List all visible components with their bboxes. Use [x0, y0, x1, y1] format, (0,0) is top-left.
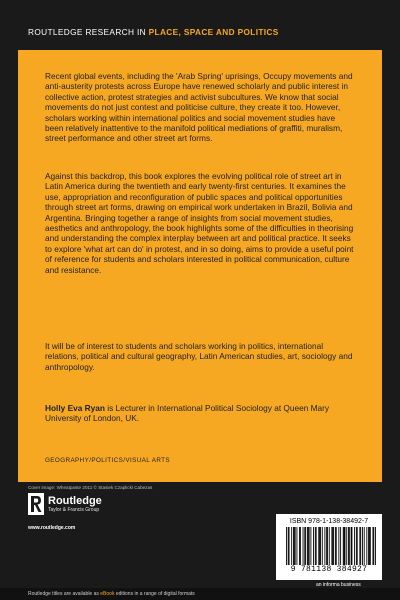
barcode-bar: [304, 527, 305, 565]
barcode-bar: [327, 527, 328, 565]
barcode-bar: [308, 527, 309, 565]
author-bio: [45, 403, 355, 424]
barcode-bar: [356, 527, 357, 565]
barcode-bar: [329, 527, 330, 565]
barcode-bar: [309, 527, 310, 565]
cover-image-credit: Cover image: Wheatpaste 2011 © Stasiek Czaplicki Cabezas: [28, 485, 153, 490]
publisher-block: [28, 493, 148, 533]
barcode-bar: [322, 527, 323, 565]
barcode-bar: [340, 527, 341, 565]
barcode-bar: [303, 527, 304, 565]
series-header: [0, 0, 400, 50]
barcode-bar: [331, 527, 332, 565]
informa-tagline: an informa business: [316, 582, 361, 588]
barcode-bar: [316, 527, 317, 565]
barcode-bar: [357, 527, 358, 565]
barcode-bar: [300, 527, 301, 565]
barcode-bar: [320, 527, 321, 565]
barcode-bar: [307, 527, 308, 565]
ebook-availability-note: [28, 591, 195, 597]
barcode-bar: [335, 527, 336, 565]
blurb-paragraph-3: It will be of interest to students and scholars working in politics, international relations, political and cultural geography, Latin American studies, art, sociology and anthropology.: [45, 341, 353, 372]
subject-categories: GEOGRAPHY/POLITICS/VISUAL ARTS: [45, 457, 171, 464]
blurb-paragraph-1: Recent global events, including the 'Arab Spring' uprisings, Occupy movements and anti-austerity protests across Europe have renewed scholarly and public interest in collective action, protest strategies and activist subcultures. We know that social movements do not just contest and politicise culture, they create it too. However, scholars working within international politics and social movement studies have been relatively inattentive to the manifold political mediations of graffiti, muralism, street performance and other street art forms.: [45, 71, 353, 144]
barcode-bar: [366, 527, 367, 565]
barcode-bar: [296, 527, 297, 565]
barcode-bar: [369, 527, 370, 565]
publisher-name: Routledge: [48, 495, 102, 507]
footer-suffix: editions in a range of digital formats: [114, 591, 195, 597]
barcode-bar: [351, 527, 352, 565]
barcode-bar: [313, 527, 314, 565]
barcode-bar: [346, 527, 347, 565]
barcode-bar: [344, 527, 345, 565]
series-connector: AND: [213, 27, 238, 37]
barcode-bar: [352, 527, 353, 565]
isbn-barcode-box: [276, 514, 382, 580]
footer-ebook: eBook: [100, 591, 115, 597]
barcode-bar: [364, 527, 365, 565]
barcode-bar: [359, 527, 360, 565]
publisher-group: Taylor & Francis Group: [48, 507, 100, 513]
barcode-bar: [295, 527, 296, 565]
barcode: [286, 527, 376, 565]
barcode-bar: [324, 527, 325, 565]
series-highlight-place-space: PLACE, SPACE: [148, 27, 214, 37]
barcode-bar: [305, 527, 306, 565]
barcode-bar: [319, 527, 320, 565]
blurb-panel: [18, 50, 382, 482]
barcode-bar: [362, 527, 363, 565]
barcode-bar: [349, 527, 350, 565]
barcode-bar: [326, 527, 327, 565]
barcode-bar: [291, 527, 292, 565]
barcode-bar: [360, 527, 361, 565]
author-bio-text: is Lecturer in International Political Sociology at Queen Mary University of London, UK.: [45, 403, 330, 424]
publisher-url[interactable]: www.routledge.com: [28, 525, 76, 531]
barcode-bar: [332, 527, 333, 565]
barcode-digits: 9 781138 384927: [290, 565, 368, 574]
footer-prefix: Routledge titles are available as: [28, 591, 101, 597]
barcode-bar: [294, 527, 295, 565]
barcode-bar: [373, 527, 374, 565]
series-prefix: ROUTLEDGE RESEARCH IN: [28, 27, 149, 37]
series-title: [28, 27, 279, 37]
barcode-bar: [343, 527, 344, 565]
author-name: Holly Eva Ryan: [45, 403, 105, 413]
isbn-label: ISBN 978-1-138-38492-7: [289, 518, 369, 525]
barcode-bar: [336, 527, 337, 565]
barcode-bar: [345, 527, 346, 565]
barcode-bar: [318, 527, 319, 565]
barcode-bar: [333, 527, 334, 565]
routledge-logo-icon: [28, 493, 44, 515]
barcode-bar: [310, 527, 311, 565]
barcode-bar: [288, 527, 289, 565]
barcode-bar: [354, 527, 355, 565]
series-highlight-politics: POLITICS: [237, 27, 279, 37]
barcode-bar: [373, 527, 374, 565]
blurb-paragraph-2: Against this backdrop, this book explores the evolving political role of street art in Latin America during the twentieth and early twenty-first centuries. It examines the use, appropriation and reconfiguration of public spaces and political opportunities through street art forms, drawing on empirical work undertaken in Brazil, Bolivia and Argentina. Bringing together a range of insights from social movement studies, aesthetics and anthropology, the book highlights some of the difficulties in theorising and understanding the complex interplay between art and political practice. It seeks to explore 'what art can do' in protest, and in so doing, aims to provide a useful point of reference for students and scholars interested in political communication, culture and resistance.: [45, 171, 354, 275]
barcode-bar: [375, 527, 376, 565]
barcode-bar: [338, 527, 339, 565]
barcode-bar: [315, 527, 316, 565]
barcode-bar: [289, 527, 290, 565]
barcode-bar: [370, 527, 371, 565]
barcode-bar: [368, 527, 369, 565]
barcode-bar: [299, 527, 300, 565]
barcode-bar: [293, 527, 294, 565]
barcode-bar: [286, 527, 287, 565]
barcode-bar: [348, 527, 349, 565]
